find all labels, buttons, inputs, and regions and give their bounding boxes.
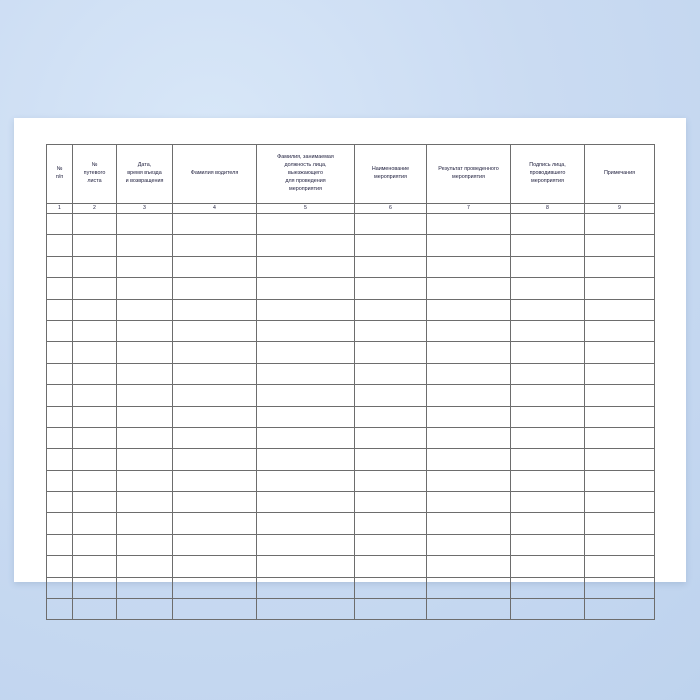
table-cell-empty[interactable] <box>173 235 257 256</box>
table-body <box>47 214 655 620</box>
table-cell-empty[interactable] <box>73 214 117 235</box>
table-cell-empty[interactable] <box>355 278 427 299</box>
table-row <box>47 470 655 491</box>
table-cell-empty[interactable] <box>173 492 257 513</box>
table-cell-empty[interactable] <box>173 556 257 577</box>
table-cell-empty[interactable] <box>47 470 73 491</box>
table-cell-empty[interactable] <box>47 256 73 277</box>
table-cell-empty[interactable] <box>355 556 427 577</box>
table-cell-empty[interactable] <box>355 534 427 555</box>
table-cell-empty[interactable] <box>173 470 257 491</box>
table-cell-empty[interactable] <box>257 577 355 598</box>
column-header-3: Дата, время въезда и возвращения <box>117 145 173 204</box>
table-cell-empty[interactable] <box>355 449 427 470</box>
table-cell-empty[interactable] <box>117 427 173 448</box>
table-cell-empty[interactable] <box>511 320 585 341</box>
column-number-2: 2 <box>73 204 117 214</box>
table-cell-empty[interactable] <box>355 406 427 427</box>
table-cell-empty[interactable] <box>47 299 73 320</box>
table-cell-empty[interactable] <box>73 342 117 363</box>
table-cell-empty[interactable] <box>73 556 117 577</box>
table-cell-empty[interactable] <box>511 256 585 277</box>
table-cell-empty[interactable] <box>585 449 655 470</box>
table-cell-empty[interactable] <box>257 470 355 491</box>
table-cell-empty[interactable] <box>585 342 655 363</box>
column-header-1: № п/п <box>47 145 73 204</box>
column-header-9: Примечания <box>585 145 655 204</box>
table-cell-empty[interactable] <box>73 385 117 406</box>
table-cell-empty[interactable] <box>257 599 355 620</box>
table-cell-empty[interactable] <box>427 513 511 534</box>
table-cell-empty[interactable] <box>257 299 355 320</box>
column-number-1: 1 <box>47 204 73 214</box>
table-row <box>47 278 655 299</box>
table-cell-empty[interactable] <box>585 363 655 384</box>
table-cell-empty[interactable] <box>73 299 117 320</box>
table-cell-empty[interactable] <box>117 577 173 598</box>
table-cell-empty[interactable] <box>117 534 173 555</box>
table-cell-empty[interactable] <box>427 256 511 277</box>
table-cell-empty[interactable] <box>117 299 173 320</box>
table-cell-empty[interactable] <box>257 534 355 555</box>
table-cell-empty[interactable] <box>257 513 355 534</box>
table-cell-empty[interactable] <box>427 599 511 620</box>
table-cell-empty[interactable] <box>355 577 427 598</box>
table-cell-empty[interactable] <box>585 299 655 320</box>
table-cell-empty[interactable] <box>173 299 257 320</box>
table-cell-empty[interactable] <box>173 513 257 534</box>
table-cell-empty[interactable] <box>117 556 173 577</box>
table-cell-empty[interactable] <box>117 513 173 534</box>
table-cell-empty[interactable] <box>355 599 427 620</box>
table-cell-empty[interactable] <box>117 599 173 620</box>
table-cell-empty[interactable] <box>355 320 427 341</box>
table-cell-empty[interactable] <box>585 492 655 513</box>
table-cell-empty[interactable] <box>585 577 655 598</box>
table-cell-empty[interactable] <box>355 513 427 534</box>
table-cell-empty[interactable] <box>427 385 511 406</box>
table-cell-empty[interactable] <box>427 427 511 448</box>
table-cell-empty[interactable] <box>427 342 511 363</box>
table-cell-empty[interactable] <box>427 320 511 341</box>
table-cell-empty[interactable] <box>427 214 511 235</box>
table-cell-empty[interactable] <box>257 427 355 448</box>
table-cell-empty[interactable] <box>585 427 655 448</box>
table-cell-empty[interactable] <box>585 513 655 534</box>
column-number-6: 6 <box>355 204 427 214</box>
table-cell-empty[interactable] <box>117 492 173 513</box>
table-cell-empty[interactable] <box>427 363 511 384</box>
table-cell-empty[interactable] <box>47 363 73 384</box>
table-cell-empty[interactable] <box>511 513 585 534</box>
table-cell-empty[interactable] <box>585 385 655 406</box>
table-cell-empty[interactable] <box>257 278 355 299</box>
table-cell-empty[interactable] <box>73 470 117 491</box>
table-cell-empty[interactable] <box>47 342 73 363</box>
table-cell-empty[interactable] <box>173 534 257 555</box>
table-cell-empty[interactable] <box>173 256 257 277</box>
table-cell-empty[interactable] <box>355 214 427 235</box>
column-number-5: 5 <box>257 204 355 214</box>
table-cell-empty[interactable] <box>257 320 355 341</box>
table-cell-empty[interactable] <box>117 342 173 363</box>
table-cell-empty[interactable] <box>585 534 655 555</box>
table-cell-empty[interactable] <box>73 449 117 470</box>
table-cell-empty[interactable] <box>73 256 117 277</box>
table-cell-empty[interactable] <box>355 470 427 491</box>
column-header-7: Результат проведенного мероприятия <box>427 145 511 204</box>
table-cell-empty[interactable] <box>355 492 427 513</box>
table-cell-empty[interactable] <box>47 278 73 299</box>
table-cell-empty[interactable] <box>173 320 257 341</box>
column-number-9: 9 <box>585 204 655 214</box>
table-cell-empty[interactable] <box>173 385 257 406</box>
table-cell-empty[interactable] <box>117 449 173 470</box>
table-cell-empty[interactable] <box>355 235 427 256</box>
table-cell-empty[interactable] <box>257 235 355 256</box>
table-row <box>47 534 655 555</box>
table-cell-empty[interactable] <box>73 320 117 341</box>
table-cell-empty[interactable] <box>257 492 355 513</box>
header-titles-row <box>47 145 655 204</box>
table-cell-empty[interactable] <box>47 406 73 427</box>
table-cell-empty[interactable] <box>511 385 585 406</box>
table-cell-empty[interactable] <box>47 577 73 598</box>
table-cell-empty[interactable] <box>511 235 585 256</box>
journal-table <box>46 144 655 620</box>
table-cell-empty[interactable] <box>47 235 73 256</box>
table-cell-empty[interactable] <box>511 278 585 299</box>
table-cell-empty[interactable] <box>47 449 73 470</box>
column-number-4: 4 <box>173 204 257 214</box>
table-cell-empty[interactable] <box>47 556 73 577</box>
table-cell-empty[interactable] <box>173 342 257 363</box>
table-cell-empty[interactable] <box>47 492 73 513</box>
table-cell-empty[interactable] <box>173 363 257 384</box>
table-cell-empty[interactable] <box>427 449 511 470</box>
table-cell-empty[interactable] <box>47 513 73 534</box>
table-cell-empty[interactable] <box>173 427 257 448</box>
table-cell-empty[interactable] <box>257 342 355 363</box>
table-cell-empty[interactable] <box>117 278 173 299</box>
table-cell-empty[interactable] <box>117 406 173 427</box>
column-number-7: 7 <box>427 204 511 214</box>
table-cell-empty[interactable] <box>73 406 117 427</box>
table-cell-empty[interactable] <box>355 363 427 384</box>
table-cell-empty[interactable] <box>117 256 173 277</box>
table-cell-empty[interactable] <box>585 214 655 235</box>
table-row <box>47 513 655 534</box>
table-cell-empty[interactable] <box>511 470 585 491</box>
table-cell-empty[interactable] <box>47 534 73 555</box>
table-cell-empty[interactable] <box>427 299 511 320</box>
table-row <box>47 235 655 256</box>
column-header-5: Фамилия, занимаемая должность лица, выезжающего для проведения мероприятия <box>257 145 355 204</box>
table-cell-empty[interactable] <box>355 299 427 320</box>
table-row <box>47 406 655 427</box>
table-cell-empty[interactable] <box>511 363 585 384</box>
table-cell-empty[interactable] <box>117 385 173 406</box>
table-header <box>47 145 655 214</box>
table-row <box>47 556 655 577</box>
table-cell-empty[interactable] <box>257 385 355 406</box>
table-row <box>47 256 655 277</box>
table-cell-empty[interactable] <box>427 577 511 598</box>
column-header-2: № путевого листа <box>73 145 117 204</box>
table-cell-empty[interactable] <box>585 320 655 341</box>
table-cell-empty[interactable] <box>355 385 427 406</box>
table-cell-empty[interactable] <box>511 556 585 577</box>
table-cell-empty[interactable] <box>427 278 511 299</box>
table-cell-empty[interactable] <box>511 214 585 235</box>
table-cell-empty[interactable] <box>511 449 585 470</box>
table-cell-empty[interactable] <box>73 513 117 534</box>
table-cell-empty[interactable] <box>427 556 511 577</box>
table-cell-empty[interactable] <box>173 599 257 620</box>
table-cell-empty[interactable] <box>511 599 585 620</box>
table-row <box>47 320 655 341</box>
table-cell-empty[interactable] <box>117 320 173 341</box>
table-cell-empty[interactable] <box>257 214 355 235</box>
table-cell-empty[interactable] <box>117 235 173 256</box>
column-number-8: 8 <box>511 204 585 214</box>
table-cell-empty[interactable] <box>257 363 355 384</box>
table-cell-empty[interactable] <box>117 363 173 384</box>
column-header-4: Фамилия водителя <box>173 145 257 204</box>
table-cell-empty[interactable] <box>585 256 655 277</box>
table-cell-empty[interactable] <box>355 256 427 277</box>
table-row <box>47 577 655 598</box>
table-cell-empty[interactable] <box>73 363 117 384</box>
table-cell-empty[interactable] <box>47 214 73 235</box>
table-cell-empty[interactable] <box>585 235 655 256</box>
table-cell-empty[interactable] <box>427 406 511 427</box>
table-row <box>47 385 655 406</box>
table-cell-empty[interactable] <box>173 406 257 427</box>
table-cell-empty[interactable] <box>73 599 117 620</box>
table-cell-empty[interactable] <box>511 342 585 363</box>
table-row <box>47 342 655 363</box>
table-cell-empty[interactable] <box>73 278 117 299</box>
table-cell-empty[interactable] <box>585 556 655 577</box>
table-cell-empty[interactable] <box>257 556 355 577</box>
table-cell-empty[interactable] <box>511 492 585 513</box>
table-cell-empty[interactable] <box>355 342 427 363</box>
table-cell-empty[interactable] <box>585 470 655 491</box>
column-header-6: Наименование мероприятия <box>355 145 427 204</box>
table-cell-empty[interactable] <box>73 427 117 448</box>
table-cell-empty[interactable] <box>173 449 257 470</box>
table-cell-empty[interactable] <box>117 470 173 491</box>
table-cell-empty[interactable] <box>511 534 585 555</box>
table-cell-empty[interactable] <box>73 235 117 256</box>
table-row <box>47 427 655 448</box>
column-header-8: Подпись лица, проводившего мероприятия <box>511 145 585 204</box>
table-cell-empty[interactable] <box>511 406 585 427</box>
table-row <box>47 449 655 470</box>
table-row <box>47 599 655 620</box>
table-cell-empty[interactable] <box>585 599 655 620</box>
table-cell-empty[interactable] <box>47 320 73 341</box>
table-cell-empty[interactable] <box>73 492 117 513</box>
table-cell-empty[interactable] <box>427 492 511 513</box>
table-cell-empty[interactable] <box>73 534 117 555</box>
table-cell-empty[interactable] <box>511 299 585 320</box>
table-cell-empty[interactable] <box>173 214 257 235</box>
table-cell-empty[interactable] <box>73 577 117 598</box>
table-cell-empty[interactable] <box>427 470 511 491</box>
table-cell-empty[interactable] <box>173 577 257 598</box>
table-row <box>47 299 655 320</box>
header-numbers-row <box>47 204 655 214</box>
table-cell-empty[interactable] <box>47 385 73 406</box>
table-cell-empty[interactable] <box>173 278 257 299</box>
table-cell-empty[interactable] <box>47 599 73 620</box>
table-cell-empty[interactable] <box>257 256 355 277</box>
table-row <box>47 214 655 235</box>
table-cell-empty[interactable] <box>257 449 355 470</box>
document-sheet <box>14 118 686 582</box>
table-cell-empty[interactable] <box>585 278 655 299</box>
table-cell-empty[interactable] <box>511 577 585 598</box>
table-cell-empty[interactable] <box>257 406 355 427</box>
table-cell-empty[interactable] <box>585 406 655 427</box>
table-cell-empty[interactable] <box>117 214 173 235</box>
table-cell-empty[interactable] <box>47 427 73 448</box>
table-cell-empty[interactable] <box>511 427 585 448</box>
table-cell-empty[interactable] <box>427 235 511 256</box>
table-row <box>47 363 655 384</box>
column-number-3: 3 <box>117 204 173 214</box>
table-row <box>47 492 655 513</box>
table-cell-empty[interactable] <box>355 427 427 448</box>
table-cell-empty[interactable] <box>427 534 511 555</box>
journal-table-area <box>46 144 654 556</box>
